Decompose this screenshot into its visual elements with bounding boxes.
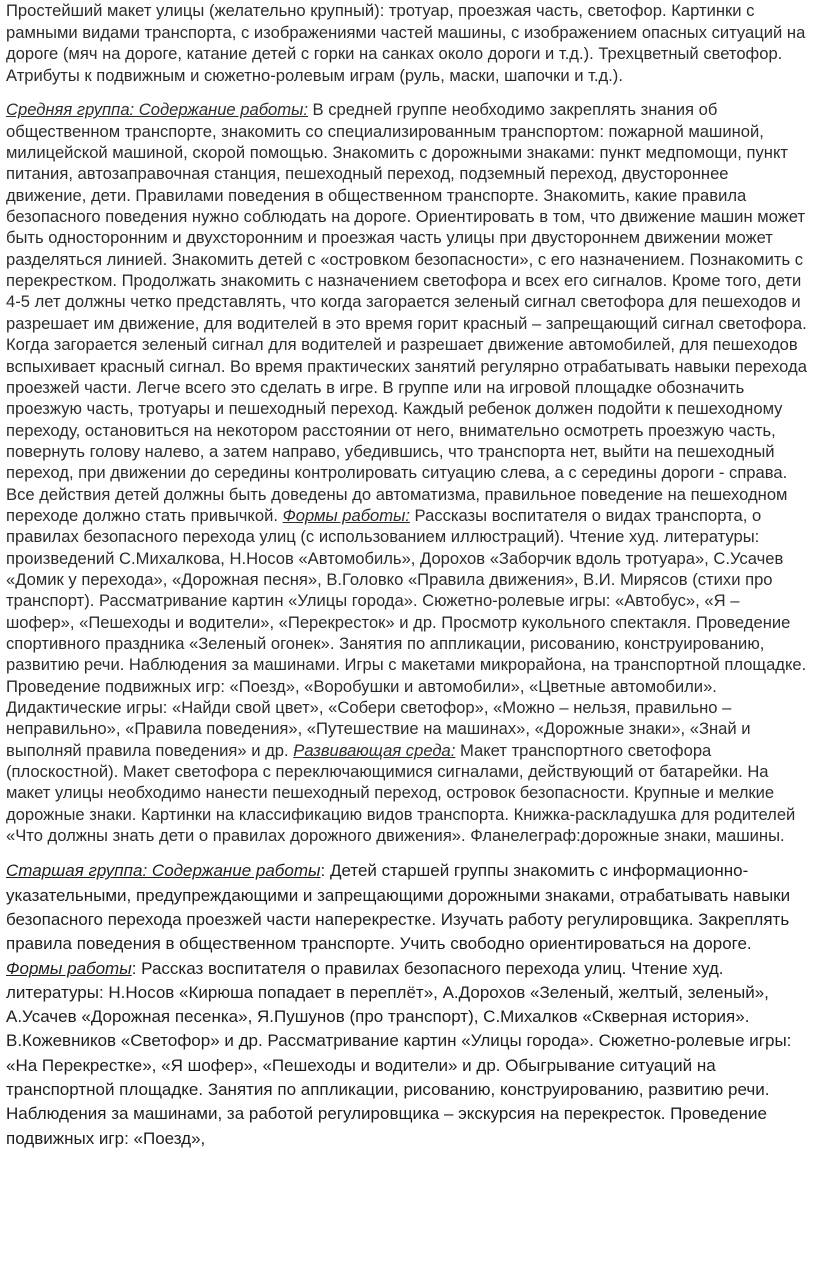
paragraph-materials-text: Простейший макет улицы (желательно крупный): тротуар, проезжая часть, светофор. Картинки с рамными видами транспорта, с изображениями частей машины, с изображением опасных ситуаций на дороге (мяч на дороге, катание детей с горки на санках около дороги и т.д.). Трехцветный светофор. Атрибуты к подвижным и сюжетно-ролевым играм (руль, маски, шапочки и т.д.). <box>6 1 806 85</box>
paragraph-materials <box>6 0 808 86</box>
middle-group-forms-content: Рассказы воспитателя о видах транспорта, о правилах безопасного перехода улиц (с использованием иллюстраций). Чтение худ. литературы: произведений С.Михалкова, Н.Носов «Автомобиль», Дорохов «Заборчик вдоль тротуара», С.Усачев «Домик у перехода», «Дорожная песня», В.Головко «Правила движения», В.И. Мирясов (стихи про транспорт). Рассматривание картин «Улицы города». Сюжетно-ролевые игры: «Автобус», «Я – шофер», «Пешеходы и водители», «Перекресток» и др. Просмотр кукольного спектакля. Проведение спортивного праздника «Зеленый огонек». Занятия по аппликации, рисованию, конструированию, развитию речи. Наблюдения за машинами. Игры с макетами микрорайона, на транспортной площадке. Проведение подвижных игр: «Поезд», «Воробушки и автомобили», «Цветные автомобили». Дидактические игры: «Найди свой цвет», «Собери светофор», «Можно – нельзя, правильно – неправильно», «Правила поведения», «Путешествие на машинах», «Дорожные знаки», «Знай и выполняй правила поведения» и др. <box>6 505 807 760</box>
senior-group-forms-label: Формы работы <box>6 958 132 978</box>
senior-group-content: : Детей старшей группы знакомить с информационно-указательными, предупреждающими и запрещающими дорожными знаками, отрабатывать навыки безопасного перехода проезжей части наперекрестке. Изучать работу регулировщика. Закреплять правила поведения в общественном транспорте. Учить свободно ориентироваться на дороге. <box>6 861 791 954</box>
middle-group-content: В средней группе необходимо закреплять знания об общественном транспорте, знакомить со специализированным транспортом: пожарной машиной, милицейской машиной, скорой помощью. Знакомить с дорожными знаками: пункт медпомощи, пункт питания, автозаправочная станция, пешеходный переход, подземный переход, двустороннее движение, дети. Правилами поведения в общественном транспорте. Знакомить, какие правила безопасного поведения нужно соблюдать на дороге. Ориентировать в том, что движение машин может быть односторонним и двухсторонним и проезжая часть улицы при двустороннем движении может разделяться линией. Знакомить детей с «островком безопасности», с его назначением. Познакомить с перекрестком. Продолжать знакомить с назначением светофора и всех его сигналов. Кроме того, дети 4-5 лет должны четко представлять, что когда загорается зеленый сигнал светофора для пешеходов и разрешает им движение, для водителей в это время горит красный – запрещающий сигнал светофора. Когда загорается зеленый сигнал для водителей и разрешает движение автомобилей, для пешеходов вспыхивает красный сигнал. Во время практических занятий регулярно отрабатывать навыки перехода проезжей части. Легче всего это сделать в игре. В группе или на игровой площадке обозначить проезжую часть, тротуары и пешеходный переход. Каждый ребенок должен подойти к пешеходному переходу, остановиться на некотором расстоянии от него, внимательно осмотреть проезжую часть, повернуть голову налево, а затем направо, убедившись, что транспорта нет, выйти на пешеходный переход, при движении до середины контролировать ситуацию слева, а с середины дороги - справа. Все действия детей должны быть доведены до автоматизма, правильное поведение на пешеходном переходе должно стать привычкой. <box>6 100 807 525</box>
middle-group-environment-content: Макет транспортного светофора (плоскостной). Макет светофора с переключающимися сигналами, действующий от батарейки. На макет улицы необходимо нанести пешеходный переход, островок безопасности. Крупные и мелкие дорожные знаки. Картинки на классификацию видов транспорта. Книжка-раскладушка для родителей «Что должны знать дети о правилах дорожного движения». Фланелеграф:дорожные знаки, машины. <box>6 740 796 846</box>
middle-group-environment-label: Развивающая среда: <box>293 740 456 760</box>
senior-group-forms-content: : Рассказ воспитателя о правилах безопасного перехода улиц. Чтение худ. литературы: Н.Носов «Кирюша попадает в переплёт», А.Дорохов «Зеленый, желтый, зеленый», А.Усачев «Дорожная песенка», Я.Пушунов (про транспорт), С.Михалков «Скверная история». В.Кожевников «Светофор» и др. Рассматривание картин «Улицы города». Сюжетно-ролевые игры: «На Перекрестке», «Я шофер», «Пешеходы и водители» и др. Обыгрывание ситуаций на транспортной площадке. Занятия по аппликации, рисованию, конструированию, развитию речи. Наблюдения за машинами, за работой регулировщика – экскурсия на перекресток. Проведение подвижных игр: «Поезд», <box>6 958 792 1148</box>
paragraph-senior-group <box>6 859 808 1151</box>
senior-group-heading: Старшая группа: Содержание работы <box>6 861 321 881</box>
middle-group-forms-label: Формы работы: <box>282 505 410 525</box>
middle-group-heading: Средняя группа: Содержание работы: <box>6 100 308 120</box>
paragraph-middle-group <box>6 99 808 846</box>
